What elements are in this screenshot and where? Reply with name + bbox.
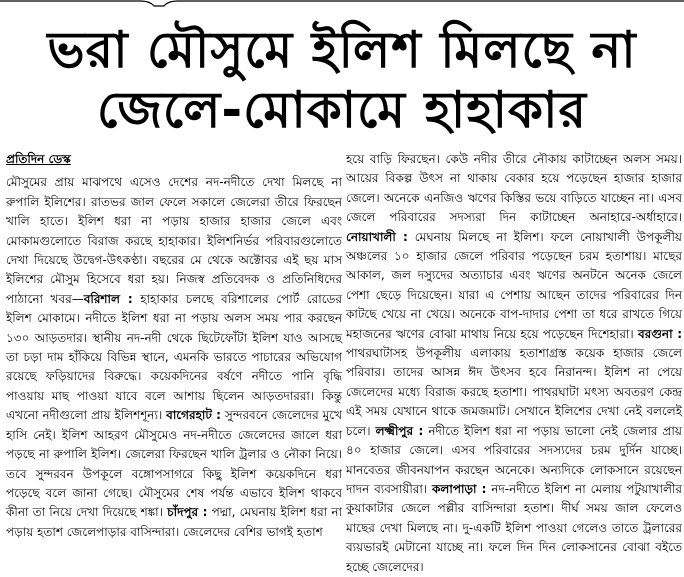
- left-column-body: [6, 173, 342, 542]
- location-keyword: কলাপাড়া :: [432, 481, 487, 496]
- article-text: সুন্দরবনে জেলেদের মুখে হাসি নেই। ইলিশ আহরণ মৌসুমেও নদ-নদীতে জেলেদের জালে ধরা পড়ছে না রুপালি ইলিশ। জেলেরা ফিরছেন খালি ট্রলার ও নৌকা নিয়ে। তবে সুন্দরবন উপকূলে বঙ্গোপসাগরে কিছু ইলিশ কয়েকদিনে ধরা পড়েছে বলে জানা গেছে। মৌসুমের শেষ পর্যন্ত এভাবে ইলিশ থাকবে কীনা তা নিয়ে দেখা দিয়েছে শঙ্কা।: [6, 408, 342, 520]
- location-keyword: চাঁদপুর :: [167, 505, 208, 520]
- article-text: হয়ে বাড়ি ফিরছেন। কেউ নদীর তীরে নৌকায় কাটাচ্ছেন অলস সময়। আয়ের বিকল্প উৎস না থাকায় বেকার হয়ে পড়েছেন হাজার হাজার জেলে। অনেকে এনজিও ঋণের কিস্তির ভয়ে বাড়িতে যাচ্ছেন না। এসব জেলে পরিবারের সদস্যরা দিন কাটাচ্ছেন অনাহারে-অর্ধাহারে।: [346, 152, 682, 225]
- headline-line-1: ভরা মৌসুমে ইলিশ মিলছে না: [47, 21, 637, 79]
- article-column-left: [6, 150, 342, 546]
- article-text: পাথরঘাটাসহ উপকূলীয় এলাকায় হতাশাগ্রস্ত কয়েক হাজার জেলে পরিবার। তাদের আসন্ন ঈদ উৎসব হবে নিরানন্দ। ইলিশ না পেয়ে জেলেদের মধ্যে বিরাজ করছে হতাশা। পাথরঘাটা মৎস্য অবতরণ কেন্দ্র এই সময় যেখানে থাকে জমজমাট। সেখানে ইলিশের দেখা নেই বললেই চলে।: [346, 346, 682, 438]
- top-border-curve: [0, 0, 684, 7]
- article-text: নদ-নদীতে ইলিশ না মেলায় পটুয়াখালীর কুয়াকাটার জেলে পল্লীর বাসিন্দারা হতাশ। দীর্ঘ সময় জাল ফেলেও মাছের দেখা মিলছে না। দু-একটি ইলিশ পাওয়া গেলেও তাতে ট্রলারের ব্যয়ভারই মেটানো যাচ্ছে না। ফলে দিন দিন লোকসানের বোঝা বইতে হচ্ছে জেলেদের।: [346, 481, 683, 574]
- location-keyword: লক্ষ্মীপুর :: [375, 423, 424, 438]
- byline: প্রতিদিন ডেস্ক: [6, 152, 71, 166]
- article-text: মেঘনায় মিলছে না ইলিশ। ফলে নোয়াখালী উপকূলীয় অঞ্চলের ১০ হাজার জেলে পরিবার পড়েছেন চরম হতাশায়। মাছের আকাল, জল দস্যুদের অত্যাচার এবং ঋণের অনটনে অনেক জেলে পেশা ছেড়ে দিয়েছেন। যারা এ পেশায় আছেন তাদের পরিবারের দিন কাটছে খেয়ে না খেয়ে। অনেকে বাপ-দাদার পেশা তা ধরে রাখতে গিয়ে মহাজনের ঋণের বোঝা মাথায় নিয়ে হয়ে পড়েছেন দিশেহারা।: [346, 229, 682, 341]
- right-column-body: [346, 150, 682, 577]
- location-keyword: বরিশাল :: [83, 291, 133, 306]
- location-keyword: বরগুনা :: [637, 326, 682, 341]
- article-text: নদীতে ইলিশ ধরা না পড়ায় ভালো নেই জেলার প্রায় ৪০ হাজার জেলে। এসব পরিবারের সদস্যদের চরম দুর্দিন যাচ্ছে। মানবেতর জীবনযাপন করছেন অনেকে। অন্যদিকে লোকসানে রয়েছেন দাদন ব্যবসায়ীরা।: [346, 423, 682, 496]
- article-column-right: [346, 150, 683, 574]
- location-keyword: নোয়াখালী :: [346, 229, 408, 244]
- article-text: পদ্মা, মেঘনায় ইলিশ ধরা না পড়ায় হতাশ জেলেপাড়ার বাসিন্দারা। জেলেদের বেশির ভাগই হতাশ: [6, 505, 343, 539]
- article-text: হাহাকার চলছে বরিশালের পোর্ট রোডের ইলিশ মোকামে। নদীতে ইলিশ ধরা না পড়ায় অলস সময় পার করছেন ১৩০ আড়তদার। স্থানীয় নদ-নদী থেকে ছিটেফোঁটা ইলিশ যাও আসছে তা চড়া দাম হাঁকিয়ে বিভিন্ন স্থানে, এমনকি ভারতে পাচারের অভিযোগ রয়েছে ফড়িয়াদের বিরুদ্ধে। কয়েকদিনের বর্ষণে নদীতে পানি বৃদ্ধি পাওয়ায় মাছ পাওয়া যাবে বলে আশায় ছিলেন আড়তদাররা। কিন্তু এখনো নদীগুলো প্রায় ইলিশশূন্য।: [6, 291, 342, 423]
- headline: [0, 20, 684, 140]
- headline-line-2: জেলে-মোকামে হাহাকার: [97, 81, 587, 139]
- location-keyword: বাগেরহাট :: [166, 408, 221, 423]
- article-text: মৌসুমের প্রায় মাঝপথে এসেও দেশের নদ-নদীতে দেখা মিলছে না রুপালি ইলিশের। রাতভর জাল ফেলে সকালে জেলেরা তীরে ফিরছেন খালি হাতে। ইলিশ ধরা না পড়ায় হাজার হাজার জেলে এবং মোকামগুলোতে বিরাজ করছে হাহাকার। ইলিশনির্ভর পরিবারগুলোতে দেখা দিয়েছে উদ্বেগ-উৎকণ্ঠা। বছরের মে থেকে অক্টোবর এই ছয় মাস ইলিশের মৌসুম হিসেবে ধরা হয়। নিজস্ব প্রতিবেদক ও প্রতিনিধিদের পাঠানো খবর—: [6, 175, 342, 306]
